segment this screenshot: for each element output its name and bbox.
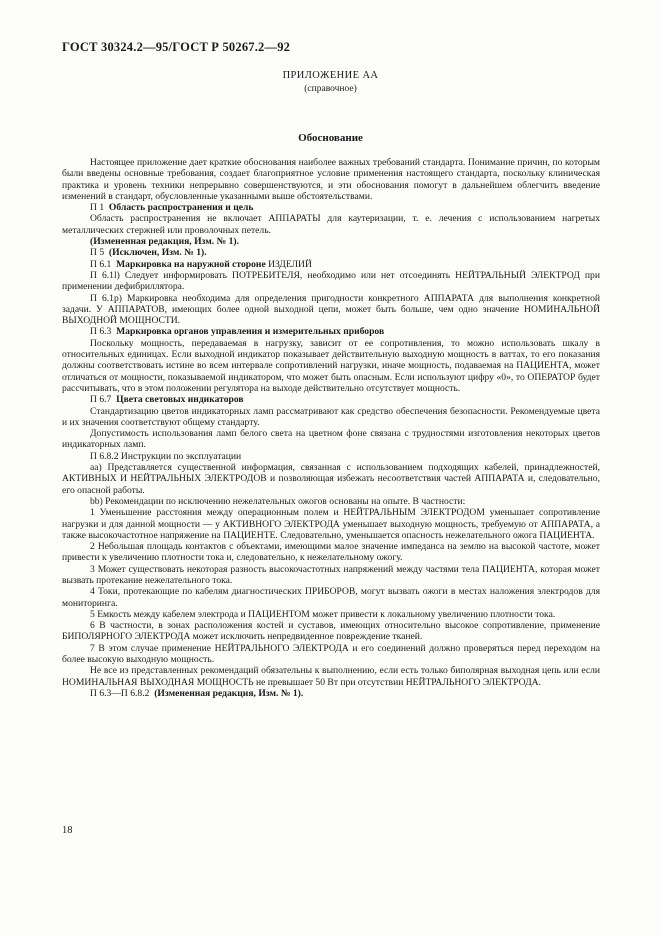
clause-heading-p6-8-2: П 6.8.2 Инструкции по эксплуатации: [90, 450, 242, 462]
paragraph-colors: Стандартизацию цветов индикаторных ламп рассматривают как средство обеспечения безопасности. Рекомендуемые цвета и их значения соответствуют общему стандарту.: [62, 405, 600, 428]
amendment-note-final: [62, 688, 600, 699]
clause-heading-p5: [62, 247, 600, 258]
clause-title: Цвета световых индикаторов: [116, 394, 244, 406]
clause-number: П 6.1: [90, 258, 112, 270]
paragraph-6-1l: П 6.1l) Следует информировать ПОТРЕБИТЕЛЯ, необходимо или нет отсоединять НЕЙТРАЛЬНЫЙ ЭЛЕКТРОД при применении дефибриллятора.: [62, 269, 600, 293]
clause-title: Маркировка органов управления и измерительных приборов: [116, 326, 385, 338]
recommendation-5: 5 Емкость между кабелем электрода и ПАЦИЕНТОМ может привести к локальному увеличению плотности тока.: [90, 608, 556, 620]
recommendation-2: 2 Небольшая площадь контактов с объектами, имеющими малое значение импеданса на землю на высокой частоте, может привести к увеличению плотности тока и, следовательно, к нежелательному ожогу.: [62, 541, 600, 564]
paragraph-bb: bb) Рекомендации по исключению нежелательных ожогов основаны на опыте. В частности:: [90, 495, 466, 507]
appendix-subtitle: (справочное): [304, 84, 357, 94]
paragraph-conclusion: Не все из представленных рекомендаций обязательны к выполнению, если есть только биполярная выходная цепь или если НОМИНАЛЬНАЯ ВЫХОДНАЯ МОЩНОСТЬ не превышает 50 Вт при отсутствии НЕЙТРАЛЬНОГО ЭЛЕКТРОДА.: [62, 665, 600, 688]
clause-title-suffix: ИЗДЕЛИЙ: [268, 258, 312, 270]
clause-number: П 1: [90, 202, 105, 214]
clause-heading-p6-3: [62, 326, 600, 337]
amendment-text: (Измененная редакция, Изм. № 1).: [154, 687, 304, 699]
clause-heading-p6-7: [62, 394, 600, 405]
paragraph-scope: Область распространения не включает АППАРАТЫ для каутеризации, т. е. лечения с использованием нагретых металлических стержней или проволочных петель.: [62, 213, 600, 236]
clause-title: (Исключен, Изм. № 1).: [108, 247, 207, 259]
clause-number: П 5: [90, 247, 105, 259]
paragraph-output-power: Поскольку мощность, передаваемая в нагрузку, зависит от ее сопротивления, то можно использовать шкалу в относительных единицах. Если выходной индикатор показывает действительную выходную мощность в ваттах, то его показания должны соответствовать истине во всем интервале сопротивлений нагрузки, иначе мощность, подаваемая на ПАЦИЕНТА, может отличаться от мощности, показываемой индикатором, что может быть опасным. Если используют цифру «0», то ОПЕРАТОР будет рассчитывать, что в этом положении регулятора на выходе действительно отсутствует мощность.: [62, 337, 600, 394]
recommendation-3: 3 Может существовать некоторая разность высокочастотных напряжений между частями тела ПАЦИЕНТА, которая может вызвать протекание нежелательного тока.: [62, 563, 600, 586]
paragraph-6-1p: П 6.1p) Маркировка необходима для определения пригодности конкретного АППАРАТА для выполнения конкретной задачи. У АППАРАТОВ, имеющих более одной выходной цепи, может быть больше, чем одно значение НОМИНАЛЬНОЙ ВЫХОДНОЙ МОЩНОСТИ.: [62, 292, 600, 327]
recommendation-7: 7 В этом случае применение НЕЙТРАЛЬНОГО ЭЛЕКТРОДА и его соединений должно проверяться перед переходом на более высокую выходную мощность.: [62, 642, 600, 666]
clause-number: П 6.3—П 6.8.2: [90, 687, 150, 699]
recommendation-4: 4 Токи, протекающие по кабелям диагностических ПРИБОРОВ, могут вызвать ожоги в местах наложения электродов для мониторинга.: [62, 586, 600, 609]
clause-title: Область распространения и цель: [108, 202, 254, 214]
section-title: Обоснование: [298, 132, 363, 144]
clause-number: П 6.7: [90, 394, 112, 406]
standard-header: ГОСТ 30324.2—95/ГОСТ Р 50267.2—92: [62, 40, 291, 54]
paragraph-aa: аа) Представляется существенной информация, связанная с использованием подходящих кабелей, принадлежностей, АКТИВНЫХ И НЕЙТРАЛЬНЫХ ЭЛЕКТРОДОВ и позволяющая избежать несоответствия частей АППАРАТА и, следовательно, его опасной работы.: [62, 462, 600, 496]
paragraph-white-light: Допустимость использования ламп белого света на цветном фоне связана с трудностями изготовления некоторых цветов индикаторных ламп.: [62, 428, 600, 451]
recommendation-6: 6 В частности, в зонах расположения костей и суставов, имеющих относительно высокое сопротивление, применение БИПОЛЯРНОГО ЭЛЕКТРОДА может исключить непредвиденное повреждение тканей.: [62, 620, 600, 643]
paragraph-intro: Настоящее приложение дает краткие обоснования наиболее важных требований стандарта. Понимание причин, по которым были введены основные требования, создает благоприятное условие применения настоящего стандарта, поскольку клиническая практика и уровень техники непрерывно совершенствуются, и эти обоснования помогут в дальнейшем облегчить введение изменений в стандарт, обусловленные указанными выше обстоятельствами.: [62, 157, 600, 202]
recommendation-1: 1 Уменьшение расстояния между операционным полем и НЕЙТРАЛЬНЫМ ЭЛЕКТРОДОМ уменьшает сопротивление нагрузки и для данной мощности — у АКТИВНОГО ЭЛЕКТРОДА уменьшает выходную мощность, требуемую от АППАРАТА, а также высокочастотное напряжение на ПАЦИЕНТЕ. Следовательно, уменьшается опасность нежелательного ожога ПАЦИЕНТА.: [62, 507, 600, 541]
document-body: [62, 157, 600, 699]
clause-heading-p1: [62, 202, 600, 213]
clause-number: П 6.3: [90, 326, 112, 338]
appendix-title: ПРИЛОЖЕНИЕ АА: [282, 70, 379, 81]
page-number: 18: [62, 825, 73, 836]
clause-heading-p6-1: [62, 259, 600, 270]
clause-title: Маркировка на наружной стороне: [116, 258, 266, 270]
amendment-note: (Измененная редакция, Изм. № 1).: [90, 236, 240, 248]
